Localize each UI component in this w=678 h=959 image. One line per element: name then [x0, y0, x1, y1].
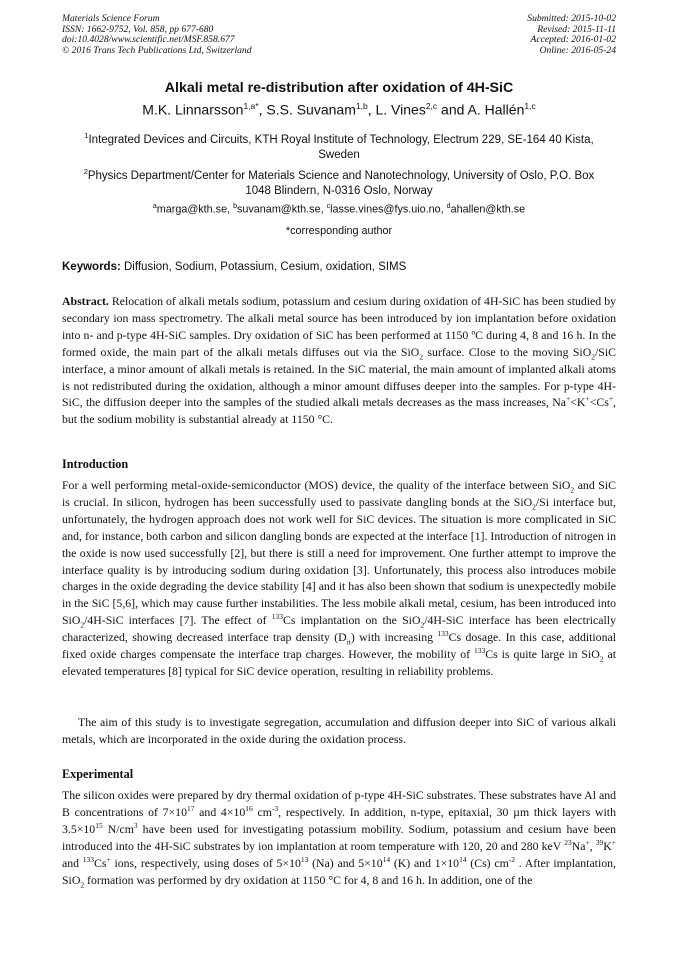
abstract-label: Abstract. [62, 294, 109, 308]
journal-name: Materials Science Forum [62, 13, 160, 24]
email-link[interactable]: ahallen@kth.se [450, 203, 526, 216]
doi: doi:10.4028/www.scientific.net/MSF.858.677 [62, 34, 235, 46]
corresponding-note: *corresponding author [285, 225, 393, 237]
keywords-label: Keywords: [62, 261, 121, 273]
author-affiliation-mark: 1,b [355, 101, 368, 111]
author-name: S.S. Suvanam [266, 101, 356, 118]
issn: ISSN: 1662-9752, Vol. 858, pp 677-680 [62, 23, 214, 35]
author-name: A. Hallén [467, 101, 525, 118]
copyright: © 2016 Trans Tech Publications Ltd, Switzerland [62, 44, 252, 56]
submitted-date: Submitted: 2015-10-02 [527, 13, 616, 24]
author-affiliation-mark: 1,c [524, 101, 536, 111]
author-name: L. Vines [375, 101, 426, 118]
online-date: Online: 2016-05-24 [539, 44, 616, 56]
email-link[interactable]: marga@kth.se [156, 203, 228, 216]
keywords-text: Diffusion, Sodium, Potassium, Cesium, oxidation, SIMS [124, 261, 407, 273]
email-link[interactable]: lasse.vines@fys.uio.no [330, 203, 441, 216]
abstract-text: Relocation of alkali metals sodium, potassium and cesium during oxidation of 4H-SiC has been studied by secondary ion mass spectrometry. The alkali metal source has been introduced by ion implantation before oxidation into n- and p-type 4H-SiC samples. Dry oxidation of SiC has been performed at 1150 ºC during 4, 8 and 16 h. In the formed oxide, the main part of the alkali metals diffuses out via the SiO$_2$ surface. Close to the moving SiO$_2$/SiC interface, a minor amount of alkali metals is retained. In the SiC material, the main amount of implanted alkali atoms is not redistributed during the oxidation, although a minor amount diffuses deeper into the samples. For p-type 4H-SiC, the diffusion deeper into the samples of the studied alkali metals decreases as the mass increases, Na+<K+<Cs+, but the sodium mobility is substantial already at 1150 °C. [62, 294, 616, 427]
author-affiliation-mark: 1,a* [243, 101, 259, 111]
affiliation-2: $^2$Physics Department/Center for Materials Science and Nanotechnology, University of Oslo, P.O. Box 1048 Blindern, N-0316 Oslo, Norway [83, 167, 595, 198]
email-link[interactable]: suvanam@kth.se [237, 203, 321, 216]
author-list: M.K. Linnarsson$^{1,a*}$, S.S. Suvanam$^{1,b}$, L. Vines$^{2,c}$ and A. Hallén$^{1,c}$ [142, 101, 536, 118]
keywords [62, 261, 618, 273]
accepted-date: Accepted: 2016-01-02 [530, 34, 616, 46]
affiliation-1: $^1$Integrated Devices and Circuits, KTH Royal Institute of Technology, Electrum 229, SE-164 40 Kista, Sweden [84, 131, 594, 162]
email-list: $^a$marga@kth.se, $^b$suvanam@kth.se, $^c$lasse.vines@fys.uio.no, $^d$ahallen@kth.se [152, 203, 526, 216]
introduction-paragraph-2: The aim of this study is to investigate segregation, accumulation and diffusion deeper into SiC of various alkali metals, which are incorporated in the oxide during the oxidation process. [62, 715, 616, 746]
experimental-heading: Experimental [62, 767, 134, 781]
submission-dates [527, 14, 616, 56]
revised-date: Revised: 2015-11-11 [537, 23, 616, 35]
paper-title: Alkali metal re-distribution after oxidation of 4H-SiC [164, 80, 514, 96]
introduction-heading: Introduction [62, 457, 129, 471]
journal-info [62, 14, 252, 56]
author-name: M.K. Linnarsson [142, 101, 244, 118]
experimental-paragraph-1: The silicon oxides were prepared by dry thermal oxidation of p-type 4H-SiC substrates. These substrates have Al and B concentrations of $7\times 10^{17}$ and $4\times 10^{16}$ $cm^{-3}$, respectively. In addition, n-type, epitaxial, 30 µm thick layers with $3.5\times 10^{15}$ $N/cm^3$ have been used for investigating potassium mobility. Sodium, potassium and cesium have been introduced into the 4H-SiC substrates by ion implantation at room temperature with 120, 20 and 280 keV $^{23}$Na+, $^{39}$K+ and $^{133}$Cs+ ions, respectively, using doses of $5\times 10^{13}$ (Na) and $5\times 10^{14}$ (K) and $1\times 10^{14}$ (Cs) $cm^{-2}$ . After implantation, SiO$_2$ formation was performed by dry oxidation at 1150 °C for 4, 8 and 16 h. In addition, one of the [62, 788, 616, 889]
abstract [62, 293, 616, 428]
author-affiliation-mark: 2,c [425, 101, 438, 111]
introduction-paragraph-1: For a well performing metal-oxide-semiconductor (MOS) device, the quality of the interface between SiO$_2$ and SiC is crucial. In silicon, hydrogen has been successfully used to passivate dangling bonds at the SiO$_2$/Si interface but, unfortunately, the hydrogen approach does not work well for SiC devices. The situation is more complicated in SiC and, for instance, both carbon and silicon dangling bonds are expected at the interface [1]. Introduction of nitrogen in the oxide is now used successfully [2], but there is still a need for improvement. One further attempt to improve the interface quality is by introducing sodium during oxidation [3]. Unfortunately, this process also introduces mobile charges in the oxide degrading the device stability [4] and it has also been shown that sodium is unexpectedly mobile in the SiC [5,6], which may cause further instabilities. The less mobile alkali metal, cesium, has been introduced into SiO$_2$/4H-SiC interfaces [7]. The effect of $^{133}$Cs implantation on the SiO$_2$/4H-SiC interface has been electrically characterized, showing decreased interface trap density $(D_{it})$ with increasing $^{133}$Cs dosage. In this case, additional fixed oxide charges compensate the interface trap charges. However, the mobility of $^{133}$Cs is quite large in SiO$_2$ at elevated temperatures [8] typical for SiC device operation, resulting in reliability problems. [62, 478, 616, 678]
